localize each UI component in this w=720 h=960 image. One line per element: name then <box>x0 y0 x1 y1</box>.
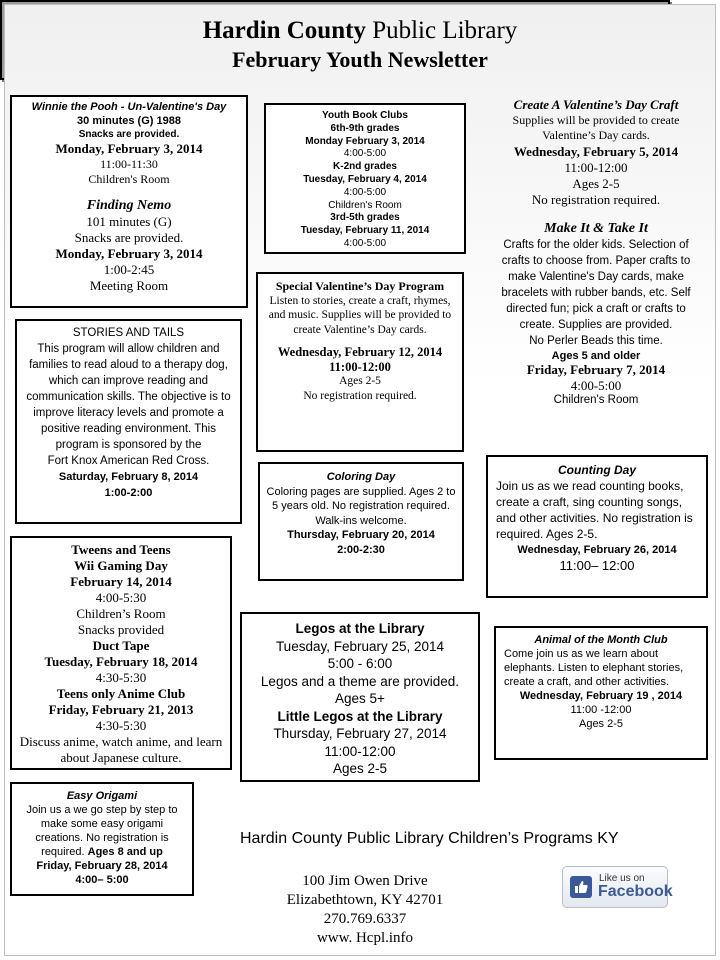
tweens-time-2: 4:30-5:30 <box>95 670 147 685</box>
nemo-snacks: Snacks are provided. <box>74 230 184 245</box>
tweens-desc: Discuss anime, watch anime, and learn about Japanese culture. <box>19 734 223 765</box>
book-clubs-box <box>264 103 466 254</box>
special-valentine-title: Special Valentine’s Day Program <box>275 279 445 293</box>
book-clubs-title: Youth Book Clubs <box>322 110 408 121</box>
make-it-note: No Perler Beads this time. <box>529 335 663 347</box>
nemo-room: Meeting Room <box>89 278 169 293</box>
special-valentine-reg: No registration required. <box>303 389 417 402</box>
make-it-title: Make It & Take It <box>544 221 648 236</box>
counting-title: Counting Day <box>558 463 636 477</box>
counting-desc: Join us as we read counting books, create a craft, sing counting songs, and other activities. No registration is required. Ages 2-5. <box>496 479 693 541</box>
book-clubs-date-2: Tuesday, February 4, 2014 <box>303 173 427 185</box>
book-clubs-grade-3: 3rd-5th grades <box>330 212 400 224</box>
origami-title: Easy Origami <box>66 790 138 802</box>
origami-desc: Join us a we go step by step to make some easy origami creations. No registration is required. <box>26 804 178 858</box>
valentine-craft-section <box>488 97 704 406</box>
nemo-rating: 101 minutes (G) <box>86 214 172 229</box>
animal-desc: Come join us as we learn about elephants. Listen to elephant stories, create a craft, and other activities. <box>504 648 684 688</box>
little-legos-title: Little Legos at the Library <box>277 708 443 724</box>
tweens-title-2: Wii Gaming Day <box>74 558 168 573</box>
tweens-room: Children’s Room <box>76 606 166 621</box>
little-legos-ages: Ages 2-5 <box>332 761 388 776</box>
valentine-card-ages: Ages 2-5 <box>572 176 620 191</box>
pooh-date: Monday, February 3, 2014 <box>55 141 203 156</box>
pooh-rating: 30 minutes (G) 1988 <box>77 115 181 127</box>
animal-title: Animal of the Month Club <box>534 634 668 646</box>
tweens-date-2: Tuesday, February 18, 2014 <box>44 654 198 669</box>
make-it-desc: Crafts for the older kids. Selection of crafts to choose from. Paper crafts to make Valentine's Day cards, make bracelets with rubber bands, etc. Self directed fun; pick a craft or crafts to create. Supplies are provided. <box>501 239 691 331</box>
footer-phone: 270.769.6337 <box>323 911 407 927</box>
header-title-bold: Hardin County <box>202 17 366 44</box>
valentine-card-title: Create A Valentine’s Day Craft <box>513 97 679 112</box>
stories-sponsor: Fort Knox American Red Cross. <box>47 455 210 467</box>
valentine-card-date: Wednesday, February 5, 2014 <box>513 144 679 159</box>
footer-address-line-2: Elizabethtown, KY 42701 <box>286 892 444 908</box>
animal-date: Wednesday, February 19 , 2014 <box>519 690 683 702</box>
nemo-title: Finding Nemo <box>86 198 172 213</box>
coloring-box <box>258 462 464 581</box>
special-valentine-time: 11:00-12:00 <box>329 359 391 374</box>
book-clubs-room-2: Children's Room <box>328 199 402 211</box>
book-clubs-date-3: Tuesday, February 11, 2014 <box>300 225 430 237</box>
make-it-ages: Ages 5 and older <box>551 350 641 362</box>
stories-date: Saturday, February 8, 2014 <box>58 471 199 483</box>
book-clubs-time-3: 4:00-5:00 <box>343 237 387 249</box>
footer-website[interactable]: www. Hcpl.info <box>316 930 414 946</box>
legos-time: 5:00 - 6:00 <box>327 656 393 671</box>
counting-box <box>486 455 708 598</box>
header-subtitle: February Youth Newsletter <box>232 47 488 72</box>
origami-date: Friday, February 28, 2014 <box>36 860 168 872</box>
special-valentine-box <box>256 272 464 452</box>
tweens-date-1: February 14, 2014 <box>70 574 172 589</box>
header-title-rest: Public Library <box>365 17 518 44</box>
tweens-time-1: 4:00-5:30 <box>95 590 147 605</box>
coloring-time: 2:00-2:30 <box>337 543 385 556</box>
animal-ages: Ages 2-5 <box>578 718 624 730</box>
footer-address-line-1: 100 Jim Owen Drive <box>302 873 428 889</box>
header-title <box>5 17 715 45</box>
make-it-room: Children's Room <box>553 394 639 406</box>
pooh-time: 11:00-11:30 <box>100 157 158 171</box>
special-valentine-date: Wednesday, February 12, 2014 <box>277 345 443 359</box>
nemo-time: 1:00-2:45 <box>103 262 155 277</box>
animal-box <box>494 626 708 760</box>
little-legos-date: Thursday, February 27, 2014 <box>273 726 447 741</box>
coloring-desc: Coloring pages are supplied. Ages 2 to 5 years old. No registration required. <box>266 485 456 512</box>
pooh-room: Children's Room <box>88 172 170 186</box>
valentine-card-reg: No registration required. <box>531 192 661 207</box>
little-legos-time: 11:00-12:00 <box>324 743 396 759</box>
tweens-date-3: Friday, February 21, 2013 <box>48 702 194 717</box>
valentine-card-desc: Supplies will be provided to create Valentine’s Day cards. <box>512 113 680 142</box>
stories-desc: This program will allow children and families to read aloud to a therapy dog, which can improve reading and communication skills. The objective is to improve literacy levels and promote a positive reading environment. This program is sponsored by the <box>26 343 231 451</box>
tweens-snacks: Snacks provided <box>77 622 165 637</box>
coloring-title: Coloring Day <box>326 471 396 483</box>
thumbs-up-icon <box>570 876 592 898</box>
stories-title: STORIES AND TAILS <box>72 327 185 339</box>
legos-box <box>240 612 480 782</box>
animal-time: 11:00 -12:00 <box>570 704 632 716</box>
tweens-title-1: Tweens and Teens <box>71 542 171 557</box>
stories-box <box>15 319 242 524</box>
book-clubs-grade-1: 6th-9th grades <box>330 122 400 134</box>
valentine-card-time: 11:00-12:00 <box>564 160 628 175</box>
facebook-like-label: Like us on <box>599 873 645 884</box>
tweens-title-3: Duct Tape <box>92 638 150 653</box>
nemo-date: Monday, February 3, 2014 <box>55 246 203 261</box>
make-it-date: Friday, February 7, 2014 <box>526 362 666 377</box>
book-clubs-time-1: 4:00-5:00 <box>343 148 387 160</box>
tweens-box <box>10 536 232 770</box>
newsletter-header <box>0 0 670 80</box>
coloring-date: Thursday, February 20, 2014 <box>287 529 435 541</box>
footer-title: Hardin County Public Library Children’s Programs KY <box>240 830 619 847</box>
tweens-title-4: Teens only Anime Club <box>56 686 186 701</box>
pooh-snacks: Snacks are provided. <box>78 129 180 140</box>
legos-ages: Ages 5+ <box>335 691 385 706</box>
origami-box <box>10 782 194 896</box>
legos-title: Legos at the Library <box>295 621 425 636</box>
facebook-logo-text: Facebook <box>598 883 673 900</box>
facebook-like-button[interactable] <box>562 866 673 908</box>
counting-date: Wednesday, February 26, 2014 <box>517 544 677 556</box>
special-valentine-ages: Ages 2-5 <box>339 375 381 387</box>
origami-time: 4:00– 5:00 <box>75 874 129 886</box>
pooh-title: Winnie the Pooh - Un-Valentine's Day <box>31 101 227 113</box>
book-clubs-grade-2: K-2nd grades <box>333 161 397 173</box>
counting-time: 11:00– 12:00 <box>559 558 635 573</box>
book-clubs-time-2: 4:00-5:00 <box>343 186 387 198</box>
origami-ages: Ages 8 and up <box>87 846 163 858</box>
make-it-time: 4:00-5:00 <box>570 378 622 393</box>
tweens-time-3: 4:30-5:30 <box>95 718 147 733</box>
book-clubs-date-1: Monday February 3, 2014 <box>305 135 425 147</box>
special-valentine-desc: Listen to stories, create a craft, rhymes, and music. Supplies will be provided to create Valentine’s Day cards. <box>268 294 452 336</box>
movies-box <box>10 95 248 308</box>
footer-address <box>255 872 475 948</box>
legos-date: Tuesday, February 25, 2014 <box>275 638 445 654</box>
legos-desc: Legos and a theme are provided. <box>260 673 460 689</box>
coloring-walkins: Walk-ins welcome. <box>315 514 407 527</box>
stories-time: 1:00-2:00 <box>104 487 153 499</box>
